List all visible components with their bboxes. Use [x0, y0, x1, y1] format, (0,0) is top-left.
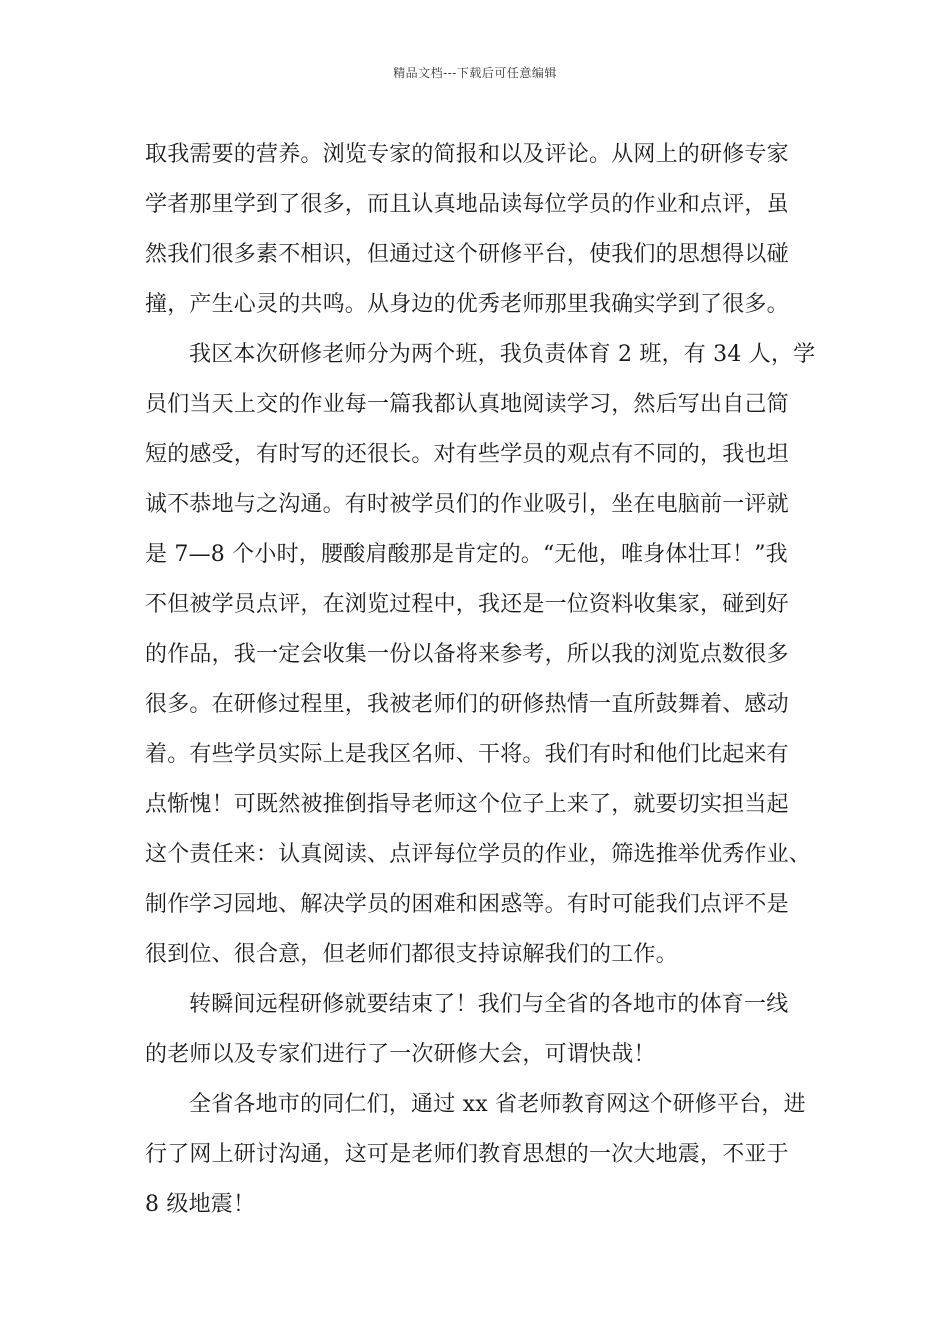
text-line: 不但被学员点评，在浏览过程中，我还是一位资料收集家，碰到好 — [145, 592, 789, 617]
text-line: 的老师以及专家们进行了一次研修大会，可谓快哉！ — [145, 1042, 656, 1067]
text-line: 点惭愧！可既然被推倒指导老师这个位子上来了，就要切实担当起 — [145, 792, 789, 817]
text-line: 这个责任来：认真阅读、点评每位学员的作业，筛选推举优秀作业、 — [145, 842, 812, 867]
text-line: 制作学习园地、解决学员的困难和困惑等。有时可能我们点评不是 — [145, 892, 789, 917]
text-line: 行了网上研讨沟通，这可是老师们教育思想的一次大地震，不亚于 — [145, 1142, 789, 1167]
text-line: 我区本次研修老师分为两个班，我负责体育 2 班，有 34 人，学 — [189, 342, 816, 367]
text-line: 很多。在研修过程里，我被老师们的研修热情一直所鼓舞着、感动 — [145, 692, 789, 717]
text-line: 的作品，我一定会收集一份以备将来参考，所以我的浏览点数很多 — [145, 642, 789, 667]
text-line: 着。有些学员实际上是我区名师、干将。我们有时和他们比起来有 — [145, 742, 789, 767]
text-line: 取我需要的营养。浏览专家的简报和以及评论。从网上的研修专家 — [145, 142, 789, 167]
text-line: 短的感受，有时写的还很长。对有些学员的观点有不同的，我也坦 — [145, 442, 789, 467]
page-header: 精品文档---下载后可任意编辑 — [393, 66, 557, 80]
text-line: 是 7—8 个小时，腰酸肩酸那是肯定的。“无他，唯身体壮耳！”我 — [145, 542, 788, 567]
text-line: 很到位、很合意，但老师们都很支持谅解我们的工作。 — [145, 942, 678, 967]
text-line: 然我们很多素不相识，但通过这个研修平台，使我们的思想得以碰 — [145, 242, 789, 267]
document-body — [145, 130, 816, 1230]
text-line: 8 级地震！ — [145, 1192, 256, 1217]
text-line: 诚不恭地与之沟通。有时被学员们的作业吸引，坐在电脑前一评就 — [145, 492, 789, 517]
text-line: 撞，产生心灵的共鸣。从身边的优秀老师那里我确实学到了很多。 — [145, 292, 789, 317]
text-line: 学者那里学到了很多，而且认真地品读每位学员的作业和点评，虽 — [145, 192, 789, 217]
text-line: 转瞬间远程研修就要结束了！我们与全省的各地市的体育一线 — [189, 992, 789, 1017]
text-line: 员们当天上交的作业每一篇我都认真地阅读学习，然后写出自己简 — [145, 392, 789, 417]
text-line: 全省各地市的同仁们，通过 xx 省老师教育网这个研修平台，进 — [189, 1092, 806, 1117]
